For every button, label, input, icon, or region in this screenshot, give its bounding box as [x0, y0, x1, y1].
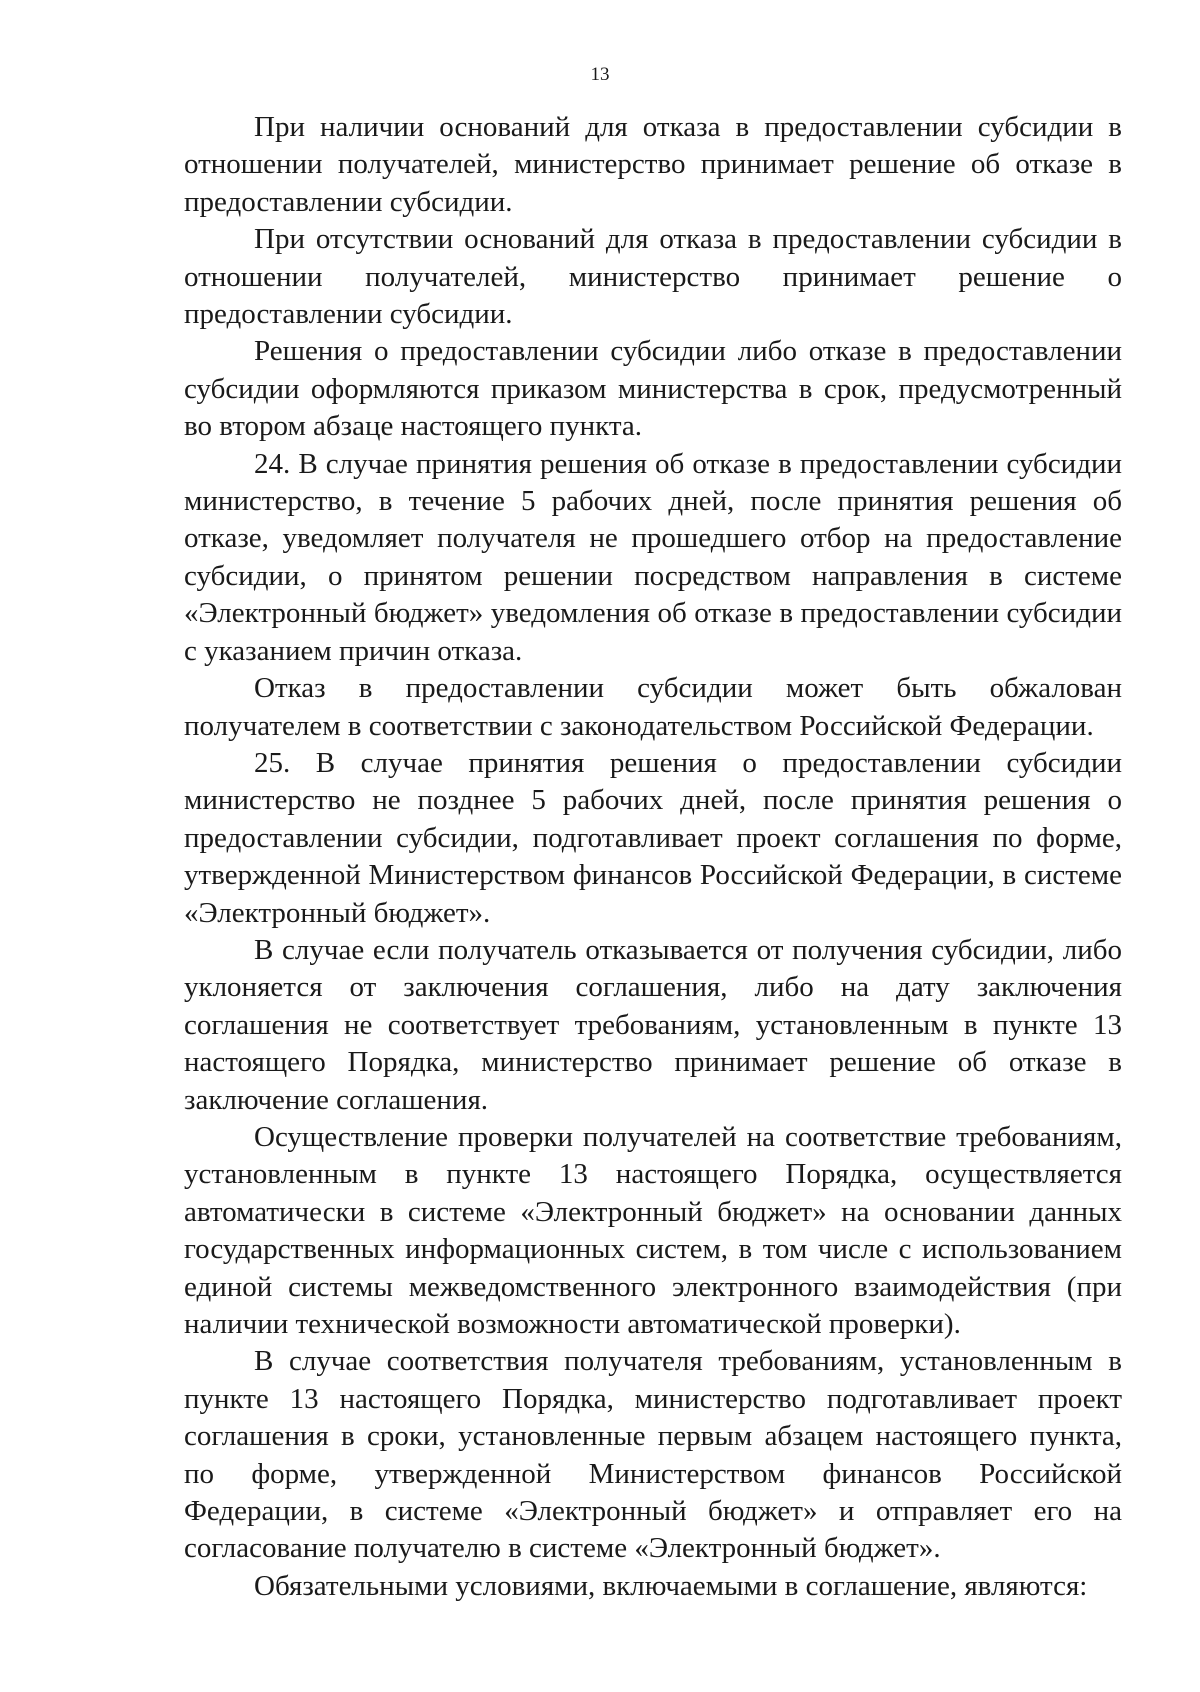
- paragraph-mandatory-conditions: Обязательными условиями, включаемыми в соглашение, являются:: [254, 1569, 1088, 1602]
- paragraph-order-formalization: Решения о предоставлении субсидии либо отказе в предоставлении субсидии оформляются приказом министерства в срок, предусмотренный во втором абзаце настоящего пункта.: [184, 335, 1122, 443]
- paragraph-agreement-preparation: В случае соответствия получателя требованиям, установленным в пункте 13 настоящего Порядка, министерство подготавливает проект соглашения в сроки, установленные первым абзацем настоящего пункта, по форме, утвержденной Министерством финансов Российской Федерации, в системе «Электронный бюджет» и отправляет его на согласование получателю в системе «Электронный бюджет».: [184, 1345, 1122, 1565]
- paragraph-agreement-refusal: В случае если получатель отказывается от получения субсидии, либо уклоняется от заключения соглашения, либо на дату заключения соглашения не соответствует требованиям, установленным в пункте 13 настоящего Порядка, министерство принимает решение об отказе в заключение соглашения.: [184, 933, 1122, 1116]
- paragraph-automatic-check: Осуществление проверки получателей на соответствие требованиям, установленным в пункте 13 настоящего Порядка, осуществляется автоматически в системе «Электронный бюджет» на основании данных государственных информационных систем, в том числе с использованием единой системы межведомственного электронного взаимодействия (при наличии технической возможности автоматической проверки).: [184, 1120, 1122, 1340]
- paragraph-refusal-decision: При наличии оснований для отказа в предоставлении субсидии в отношении получателей, министерство принимает решение об отказе в предоставлении субсидии.: [184, 111, 1122, 218]
- paragraph-item-24: 24. В случае принятия решения об отказе в предоставлении субсидии министерство, в течение 5 рабочих дней, после принятия решения об отказе, уведомляет получателя не прошедшего отбор на предоставление субсидии, о принятом решении посредством направления в системе «Электронный бюджет» уведомления об отказе в предоставлении субсидии с указанием причин отказа.: [184, 447, 1122, 667]
- paragraph-item-25: 25. В случае принятия решения о предоставлении субсидии министерство не позднее 5 рабочих дней, после принятия решения о предоставлении субсидии, подготавливает проект соглашения по форме, утвержденной Министерством финансов Российской Федерации, в системе «Электронный бюджет».: [184, 746, 1122, 929]
- paragraph-grant-decision: При отсутствии оснований для отказа в предоставлении субсидии в отношении получателей, министерство принимает решение о предоставлении субсидии.: [184, 223, 1122, 331]
- paragraph-appeal: Отказ в предоставлении субсидии может быть обжалован получателем в соответствии с законодательством Российской Федерации.: [184, 672, 1122, 742]
- document-body: [184, 109, 1122, 1605]
- page-number: 13: [590, 64, 610, 85]
